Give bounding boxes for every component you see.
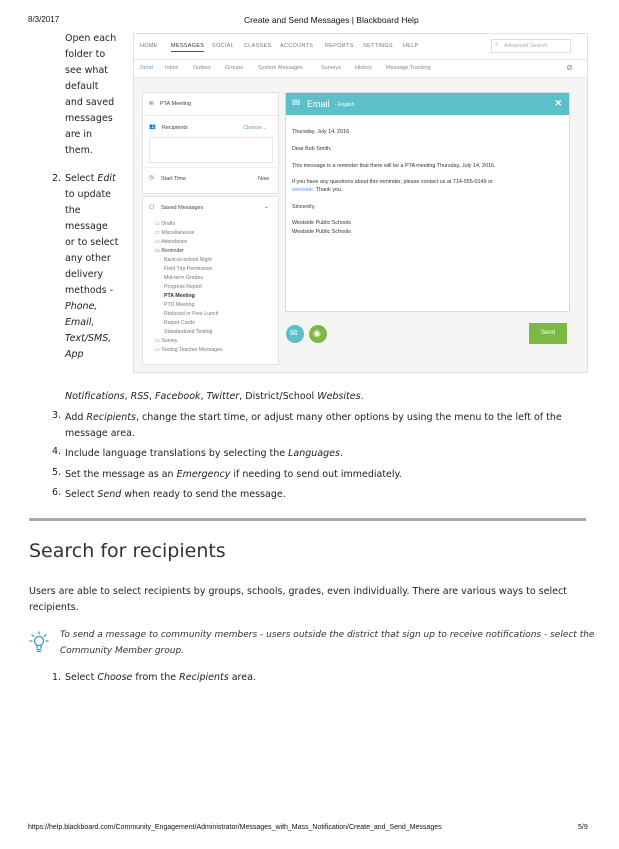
saved-folder-attendance[interactable]: ▭ Attendance [155,239,188,245]
envelope-icon: ✉ [292,98,301,109]
folder-label: Reminder [161,248,184,254]
saved-message[interactable]: Standardized Testing [164,329,213,335]
saved-message[interactable]: Field Trip Permission [164,266,213,272]
saved-message[interactable]: Progress Report [164,284,202,290]
text-line: delivery [65,269,104,280]
divider [143,115,278,116]
message-options-card [142,92,279,194]
saved-message[interactable]: PTO Meeting [164,302,195,308]
edit-emphasis: Edit [97,173,116,184]
rss-emphasis: RSS [130,391,149,402]
envelope-icon: ✉ [290,328,298,338]
email-title: Email [307,99,330,109]
choose-link[interactable]: Choose... [243,125,267,131]
email-body-line: If you have any questions about this reminder, please contact us at 714-555-0149 or [292,179,493,185]
saved-message[interactable]: Mid-term Grades [164,275,203,281]
nav-reports[interactable]: REPORTS [325,43,354,49]
text-line: are in [65,129,93,140]
email-greeting: Dear Bob Smith, [292,146,332,152]
saved-message[interactable]: Report Cards [164,320,195,326]
step2-text [65,171,119,363]
text-line: Community Member group. [60,646,185,656]
nav-settings[interactable]: SETTINGS [363,43,393,49]
text-line: recipients. [29,602,79,613]
websites-emphasis: Websites [317,391,361,402]
saved-folder-testing[interactable]: ▭ Testing Teacher Messages [155,347,223,353]
text-span: from the [132,672,180,683]
textsms-emphasis: Text/SMS, [65,333,112,344]
folder-label: Survey [161,338,178,344]
text-line: message area. [65,428,135,439]
text-line [65,410,562,426]
separator: , [239,391,246,402]
top-navigation [134,34,587,60]
folder-label: Miscellaneous [161,230,195,236]
saved-message-selected[interactable]: PTA Meeting [164,293,195,299]
start-time-label: Start Time [161,176,187,182]
search-icon: ⌕ [495,42,499,48]
text-line: Open each [65,33,117,44]
text-line: to update [65,189,112,200]
saved-message[interactable]: Back-to-school Night [164,257,212,263]
folder-label: Testing Teacher Messages [161,347,223,353]
step1-continuation [65,31,116,159]
subnav-groups[interactable]: Groups [225,65,244,71]
step6-number: 6. [52,487,62,498]
lightbulb-icon [29,630,49,654]
nav-messages[interactable]: MESSAGES [171,43,204,52]
send-emphasis: Send [97,489,122,500]
message-icon: ✉ [149,101,154,107]
folder-label: Drafts [161,221,176,227]
nav-accounts[interactable]: ACCOUNTS [280,43,314,49]
step6-text [65,487,286,503]
text-span: Set the message as an [65,469,177,480]
recipients-emphasis: Recipients [179,672,229,683]
recipients-emphasis: Recipients [86,412,136,423]
recipients-field[interactable] [149,137,273,163]
text-line: folder to [65,49,106,60]
choose-emphasis: Choose [97,672,133,683]
text-span: when ready to send the message. [121,489,286,500]
page-number: 5/9 [578,824,588,831]
nav-home[interactable]: HOME [140,43,158,49]
text-span: Add [65,412,87,423]
search-placeholder: Advanced Search [504,43,548,49]
text-span: . [339,448,343,459]
email-date: Thursday, July 14, 2016 [292,129,350,135]
divider [143,167,278,168]
email-emphasis: Email, [65,317,95,328]
subnav-history[interactable]: History [355,65,373,71]
saved-message[interactable]: Reduced or Free Lunch [164,311,219,317]
saved-folder-drafts[interactable]: ▭ Drafts [155,221,176,227]
sub-navigation [134,60,587,78]
text-span: area. [228,672,256,683]
clock-icon: ◷ [149,175,154,181]
notifications-emphasis: Notifications [65,391,125,402]
email-language: - English [335,102,355,108]
languages-emphasis: Languages [288,448,340,459]
email-link[interactable]: westside [292,187,313,193]
subnav-surveys[interactable]: Surveys [321,65,341,71]
saved-folder-miscellaneous[interactable]: ▭ Miscellaneous [155,230,195,236]
messages-screenshot [133,33,588,373]
intro-paragraph [29,584,567,616]
step5-text [65,467,402,483]
print-title: Create and Send Messages | Blackboard Help [244,15,419,25]
period: . [360,391,364,402]
email-signature: Westside Public Schools [292,220,351,226]
saved-messages-card [142,196,279,365]
search-step1-text [65,670,256,686]
district-text: District/School [245,391,318,402]
step4-text [65,446,343,462]
step5-number: 5. [52,467,62,478]
text-line: them. [65,145,93,156]
message-name: PTA Meeting [160,101,192,107]
footer-url: https://help.blackboard.com/Community_Engagement/Administrator/Messages_with_Mass_Notification/Create_and_Send_Messages [28,824,442,831]
text-line: any other [65,253,111,264]
email-thanks: . Thank you. [312,187,343,193]
recipients-icon: 👥 [149,124,156,130]
step3-text [65,410,562,442]
text-line [65,171,119,187]
document-icon: ▢ [149,204,155,210]
print-date: 8/3/2017 [28,15,60,24]
text-line: message [65,221,108,232]
chevron-down-icon[interactable]: ⌄ [264,204,269,210]
text-span: Select [65,489,98,500]
app-emphasis: App [65,349,84,360]
text-line: see what [65,65,108,76]
text-span: , change the start time, or adjust many other options by using the menu to the left of the [135,412,562,423]
section-divider [29,518,586,521]
nav-help[interactable]: HELP [403,43,419,49]
step4-number: 4. [52,446,62,457]
text-line: messages [65,113,113,124]
subnav-inbox[interactable]: Inbox [165,65,179,71]
recipients-label: Recipients [162,125,188,131]
subnav-message-tracking[interactable]: Message Tracking [386,65,431,71]
email-panel [285,92,570,312]
close-icon[interactable]: ✕ [554,98,562,108]
text-line: or to select [65,237,119,248]
facebook-emphasis: Facebook [155,391,201,402]
app-channel-button[interactable] [309,325,327,343]
text-span: if needing to send out immediately. [230,469,402,480]
search-input[interactable] [491,39,571,53]
text-span: Select [65,173,98,184]
email-body-line: This message is a reminder that there will be a PTA meeting Thursday, July 14, 2016. [292,163,496,169]
section-heading: Search for recipients [29,540,226,562]
nav-social[interactable]: SOCIAL [212,43,234,49]
twitter-emphasis: Twitter [206,391,240,402]
separator: , [149,391,156,402]
text-line: the [65,205,81,216]
text-line: and saved [65,97,115,108]
step2-continuation [65,389,364,405]
subnav-system-messages[interactable]: System Messages [258,65,303,71]
saved-folder-reminder[interactable]: ▭ Reminder [155,248,184,254]
text-line: default [65,81,99,92]
nav-classes[interactable]: CLASSES [244,43,272,49]
subnav-outbox[interactable]: Outbox [193,65,211,71]
email-body-line [292,187,343,193]
send-button[interactable]: Send [529,323,567,344]
saved-messages-label: Saved Messages [161,205,204,211]
step2-number: 2. [52,173,62,184]
separator: , [124,391,131,402]
emergency-emphasis: Emergency [176,469,231,480]
email-signature: Westside Public Schools [292,229,351,235]
app-icon: ◉ [313,328,321,338]
text-span: Include language translations by selecting the [65,448,289,459]
search-step1-number: 1. [52,672,62,683]
step3-number: 3. [52,410,62,421]
email-header [286,93,569,115]
tip-text [60,627,594,659]
text-span: Select [65,672,98,683]
subnav-send[interactable]: Send [140,65,153,71]
folder-label: Attendance [161,239,188,245]
phone-emphasis: Phone, [65,301,98,312]
email-closing: Sincerely, [292,204,316,210]
saved-folder-survey[interactable]: ▭ Survey [155,338,178,344]
separator: , [200,391,207,402]
email-channel-button[interactable] [286,325,304,343]
text-line: To send a message to community members - users outside the district that sign up to receive notifications - select the [60,630,595,640]
text-line: methods - [65,285,114,296]
text-line: Users are able to select recipients by groups, schools, grades, even individually. There are various ways to select [29,586,567,597]
help-icon[interactable]: ⊘ [566,63,573,72]
start-time-value[interactable]: Now [258,176,270,182]
